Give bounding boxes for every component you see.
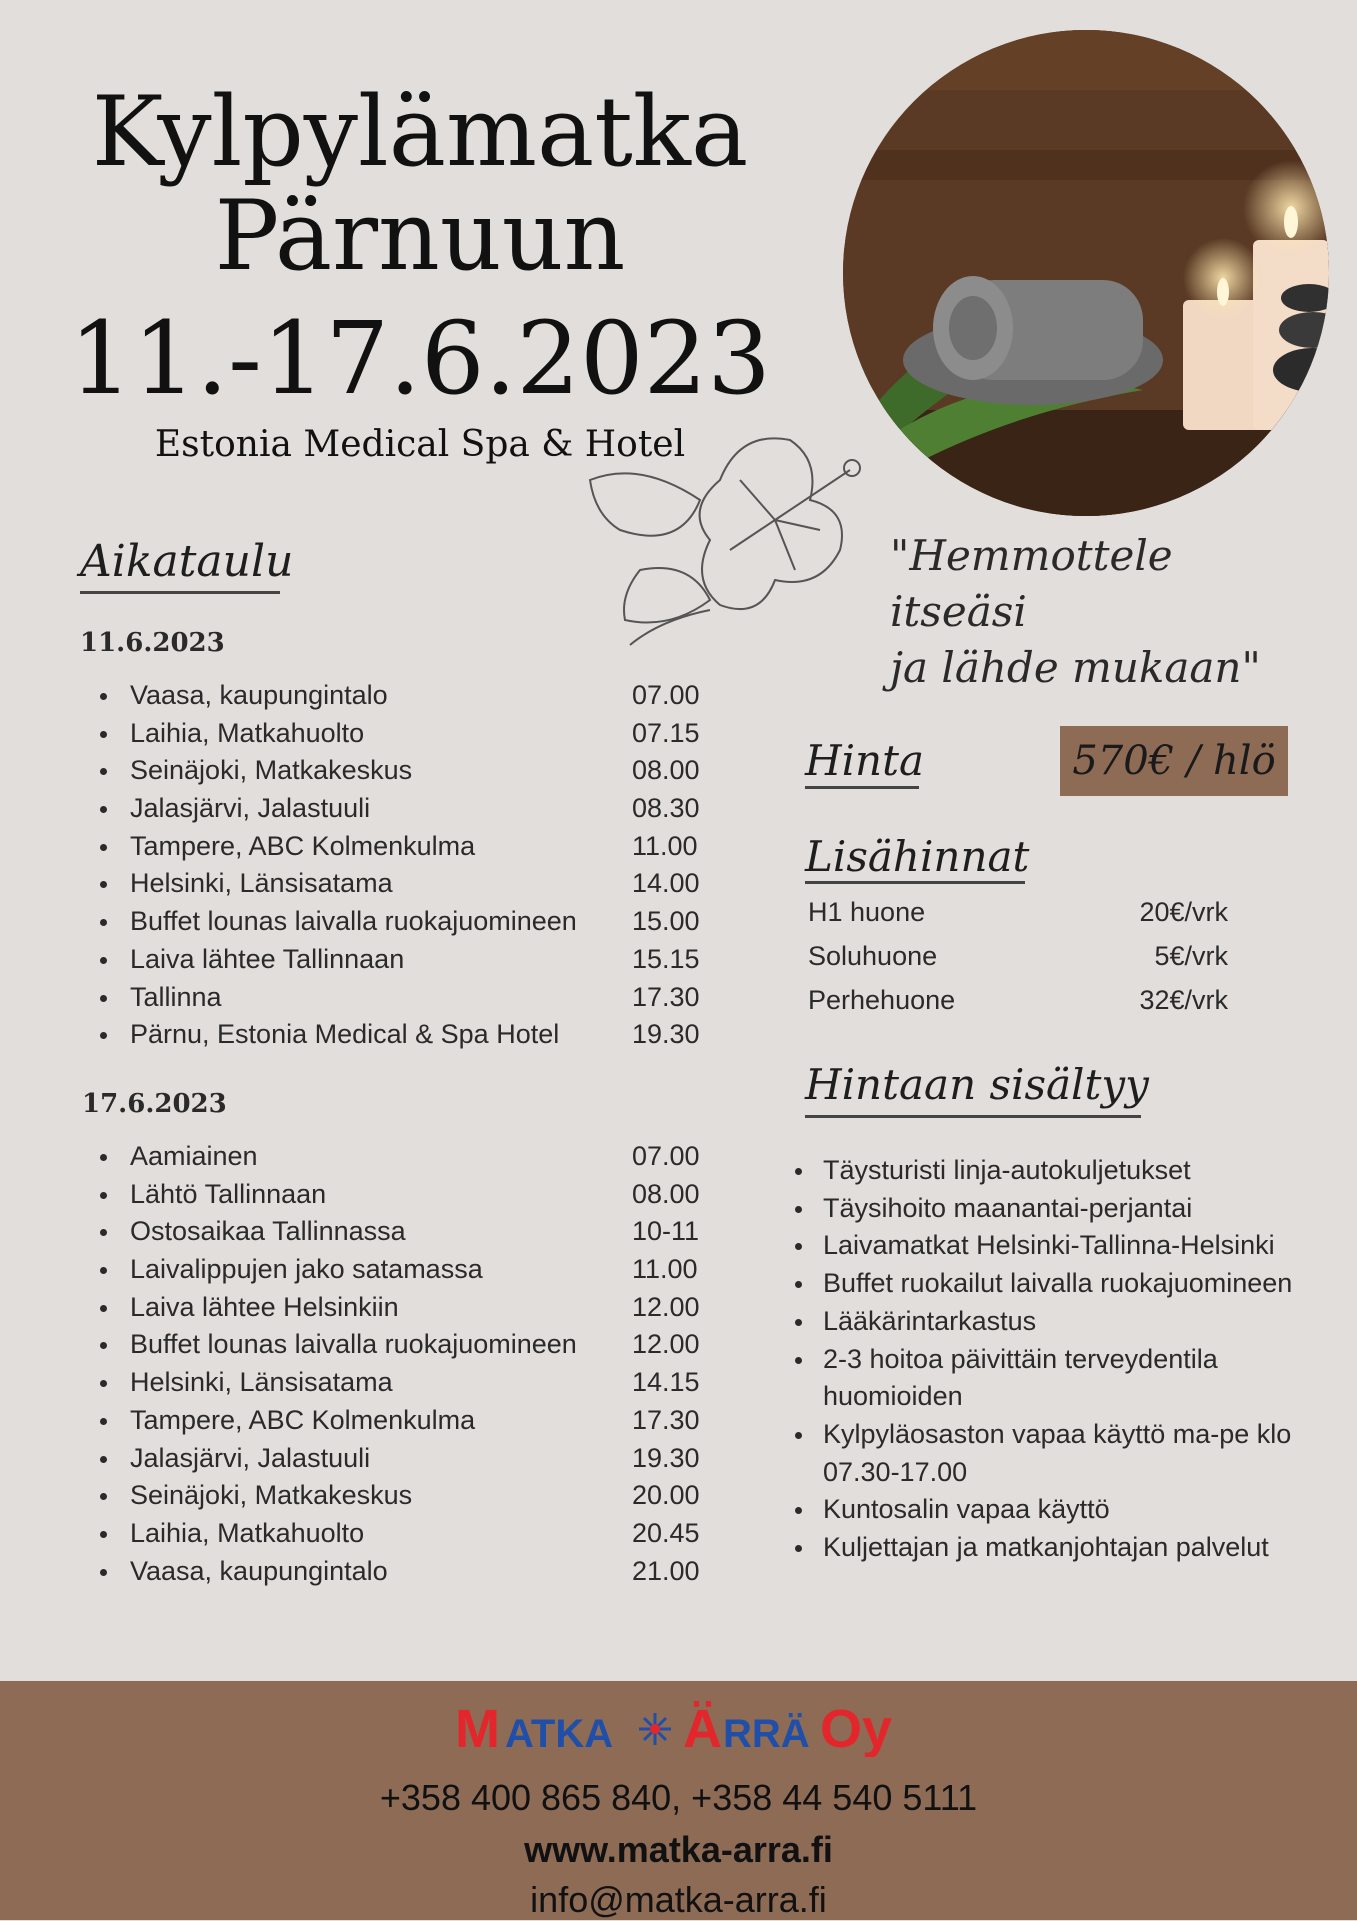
schedule-time: 12.00	[632, 1329, 700, 1360]
schedule-time: 08.00	[632, 1178, 700, 1209]
schedule-item	[100, 903, 720, 941]
bullet-icon	[100, 1192, 107, 1199]
schedule-item	[100, 790, 720, 828]
schedule-place: Jalasjärvi, Jalastuuli	[130, 793, 371, 824]
price-badge: 570€ / hlö	[1060, 726, 1288, 796]
extra-price-row	[808, 934, 1228, 978]
bullet-icon	[100, 881, 107, 888]
schedule-place: Seinäjoki, Matkakeskus	[130, 1480, 413, 1511]
hibiscus-icon	[580, 420, 880, 650]
day1-date: 11.6.2023	[80, 628, 225, 658]
included-item	[795, 1303, 1345, 1341]
schedule-heading-underline	[80, 591, 280, 594]
schedule-item	[100, 1138, 720, 1176]
extras-heading: Lisähinnat	[805, 832, 1030, 881]
bullet-icon	[795, 1319, 802, 1326]
schedule-item	[100, 1515, 720, 1553]
schedule-place: Laihia, Matkahuolto	[130, 1517, 365, 1548]
schedule-time: 19.30	[632, 1442, 700, 1473]
footer-email-link[interactable]: info@matka-arra.fi	[530, 1879, 827, 1920]
included-item-text: Kylpyläosaston vapaa käyttö ma-pe klo 07.30-17.00	[823, 1418, 1292, 1487]
bullet-icon	[795, 1507, 802, 1514]
schedule-item	[100, 828, 720, 866]
schedule-time: 20.00	[632, 1480, 700, 1511]
svg-text:M: M	[455, 1699, 500, 1757]
schedule-time: 12.00	[632, 1291, 700, 1322]
slogan-quote	[890, 528, 1310, 696]
included-item-text: Kuntosalin vapaa käyttö	[823, 1494, 1110, 1525]
schedule-item	[100, 1440, 720, 1478]
schedule-time: 08.30	[632, 793, 700, 824]
schedule-item	[100, 1213, 720, 1251]
schedule-item	[100, 1289, 720, 1327]
quote-line-2: ja lähde mukaan"	[890, 643, 1261, 692]
schedule-item	[100, 865, 720, 903]
extra-room-price: 32€/vrk	[1139, 985, 1228, 1015]
schedule-time: 08.00	[632, 755, 700, 786]
schedule-place: Ostosaikaa Tallinnassa	[130, 1216, 406, 1247]
day1-schedule-list	[100, 677, 720, 1054]
quote-line-1: "Hemmottele itseäsi	[890, 531, 1173, 636]
bullet-icon	[100, 1267, 107, 1274]
schedule-time: 17.30	[632, 1404, 700, 1435]
title-line-1: Kylpylämatka	[91, 76, 749, 188]
schedule-time: 07.00	[632, 1141, 700, 1171]
schedule-place: Laiva lähtee Tallinnaan	[130, 943, 405, 974]
extra-room-price: 20€/vrk	[1139, 897, 1228, 927]
schedule-place: Helsinki, Länsisatama	[130, 1367, 393, 1398]
schedule-place: Vaasa, kaupungintalo	[130, 1555, 388, 1586]
schedule-item	[100, 1176, 720, 1214]
included-item-text: Laivamatkat Helsinki-Tallinna-Helsinki	[823, 1230, 1275, 1261]
included-item	[795, 1227, 1345, 1265]
schedule-item	[100, 1016, 720, 1054]
included-item	[795, 1190, 1345, 1228]
bullet-icon	[795, 1206, 802, 1213]
included-item	[795, 1341, 1345, 1416]
bullet-icon	[100, 995, 107, 1002]
schedule-place: Buffet lounas laivalla ruokajuomineen	[130, 906, 577, 937]
schedule-place: Laihia, Matkahuolto	[130, 717, 365, 748]
schedule-place: Seinäjoki, Matkakeskus	[130, 755, 413, 786]
schedule-item	[100, 941, 720, 979]
schedule-place: Tampere, ABC Kolmenkulma	[130, 830, 476, 861]
schedule-time: 11.00	[632, 830, 698, 861]
schedule-item	[100, 1251, 720, 1289]
extra-room-type: Soluhuone	[808, 941, 938, 971]
schedule-time: 20.45	[632, 1517, 700, 1548]
bullet-icon	[795, 1281, 802, 1288]
bullet-icon	[100, 768, 107, 775]
price-heading: Hinta	[805, 736, 925, 785]
schedule-item	[100, 1364, 720, 1402]
bullet-icon	[795, 1432, 802, 1439]
schedule-item	[100, 715, 720, 753]
bullet-icon	[100, 1032, 107, 1039]
bullet-icon	[100, 1229, 107, 1236]
svg-text:Oy: Oy	[820, 1699, 893, 1757]
schedule-time: 15.15	[632, 943, 700, 974]
schedule-heading: Aikataulu	[80, 536, 294, 587]
included-item	[795, 1265, 1345, 1303]
included-item-text: 2-3 hoitoa päivittäin terveydentila huomioiden	[823, 1343, 1218, 1412]
included-list	[795, 1152, 1345, 1567]
bullet-icon	[100, 806, 107, 813]
svg-text:ATKA: ATKA	[505, 1712, 614, 1756]
page-title	[60, 76, 780, 465]
schedule-item	[100, 1402, 720, 1440]
included-item-text: Lääkärintarkastus	[823, 1305, 1037, 1336]
schedule-time: 14.15	[632, 1367, 700, 1398]
schedule-time: 10-11	[632, 1216, 700, 1247]
day2-date: 17.6.2023	[82, 1089, 227, 1119]
schedule-place: Laiva lähtee Helsinkiin	[130, 1291, 399, 1322]
schedule-place: Lähtö Tallinnaan	[130, 1178, 327, 1209]
bullet-icon	[795, 1545, 802, 1552]
included-item-text: Kuljettajan ja matkanjohtajan palvelut	[823, 1532, 1269, 1563]
schedule-time: 07.00	[632, 680, 700, 710]
title-line-2: Pärnuun	[214, 180, 626, 292]
schedule-place: Jalasjärvi, Jalastuuli	[130, 1442, 371, 1473]
extra-room-price: 5€/vrk	[1154, 941, 1228, 971]
matka-arra-logo	[455, 1697, 905, 1757]
included-item-text: Täysihoito maanantai-perjantai	[823, 1192, 1193, 1223]
towel-candles-illustration	[843, 30, 1329, 516]
included-item	[795, 1416, 1345, 1491]
schedule-item	[100, 1553, 720, 1591]
bullet-icon	[100, 693, 107, 700]
schedule-place: Helsinki, Länsisatama	[130, 868, 393, 899]
schedule-time: 14.00	[632, 868, 700, 899]
bullet-icon	[100, 731, 107, 738]
extras-heading-underline	[805, 881, 1025, 884]
included-item	[795, 1491, 1345, 1529]
bullet-icon	[100, 957, 107, 964]
schedule-time: 17.30	[632, 981, 700, 1012]
schedule-place: Tallinna	[130, 981, 222, 1012]
schedule-time: 15.00	[632, 906, 700, 937]
bullet-icon	[100, 919, 107, 926]
included-heading-underline	[805, 1115, 1141, 1118]
footer	[0, 1681, 1357, 1920]
svg-text:Ä: Ä	[683, 1699, 722, 1757]
extra-room-type: H1 huone	[808, 897, 926, 927]
bullet-icon	[100, 1569, 107, 1576]
extra-price-row	[808, 978, 1228, 1022]
footer-website-link[interactable]: www.matka-arra.fi	[524, 1829, 833, 1870]
schedule-item	[100, 1477, 720, 1515]
bullet-icon	[100, 1493, 107, 1500]
included-item	[795, 1152, 1345, 1190]
bullet-icon	[100, 1342, 107, 1349]
price-heading-underline	[805, 786, 919, 789]
hotel-name: Estonia Medical Spa & Hotel	[154, 424, 686, 465]
schedule-item	[100, 752, 720, 790]
spa-photo	[843, 30, 1329, 516]
bullet-icon	[100, 1456, 107, 1463]
svg-text:RRÄ: RRÄ	[723, 1712, 810, 1756]
bullet-icon	[100, 1531, 107, 1538]
included-heading: Hintaan sisältyy	[805, 1060, 1149, 1109]
bullet-icon	[795, 1243, 802, 1250]
schedule-place: Aamiainen	[130, 1141, 258, 1171]
schedule-time: 07.15	[632, 717, 700, 748]
bullet-icon	[100, 1380, 107, 1387]
bullet-icon	[100, 844, 107, 851]
trip-dates: 11.-17.6.2023	[69, 300, 771, 417]
schedule-time: 19.30	[632, 1019, 700, 1050]
included-item-text: Täysturisti linja-autokuljetukset	[823, 1155, 1191, 1185]
extras-price-list	[808, 890, 1228, 1022]
bullet-icon	[100, 1305, 107, 1312]
bullet-icon	[795, 1168, 802, 1175]
day2-schedule-list	[100, 1138, 720, 1590]
schedule-item	[100, 677, 720, 715]
schedule-item	[100, 1326, 720, 1364]
footer-phone: +358 400 865 840, +358 44 540 5111	[379, 1777, 978, 1818]
schedule-place: Laivalippujen jako satamassa	[130, 1254, 483, 1285]
included-item-text: Buffet ruokailut laivalla ruokajuomineen	[823, 1268, 1293, 1299]
included-item	[795, 1529, 1345, 1567]
schedule-item	[100, 979, 720, 1017]
schedule-place: Pärnu, Estonia Medical & Spa Hotel	[130, 1019, 560, 1050]
bullet-icon	[100, 1154, 107, 1161]
bullet-icon	[100, 1418, 107, 1425]
schedule-time: 11.00	[632, 1254, 698, 1285]
extra-price-row	[808, 890, 1228, 934]
schedule-place: Tampere, ABC Kolmenkulma	[130, 1404, 476, 1435]
schedule-time: 21.00	[632, 1555, 700, 1586]
schedule-place: Buffet lounas laivalla ruokajuomineen	[130, 1329, 577, 1360]
schedule-place: Vaasa, kaupungintalo	[130, 680, 388, 710]
bullet-icon	[795, 1357, 802, 1364]
extra-room-type: Perhehuone	[808, 985, 956, 1015]
